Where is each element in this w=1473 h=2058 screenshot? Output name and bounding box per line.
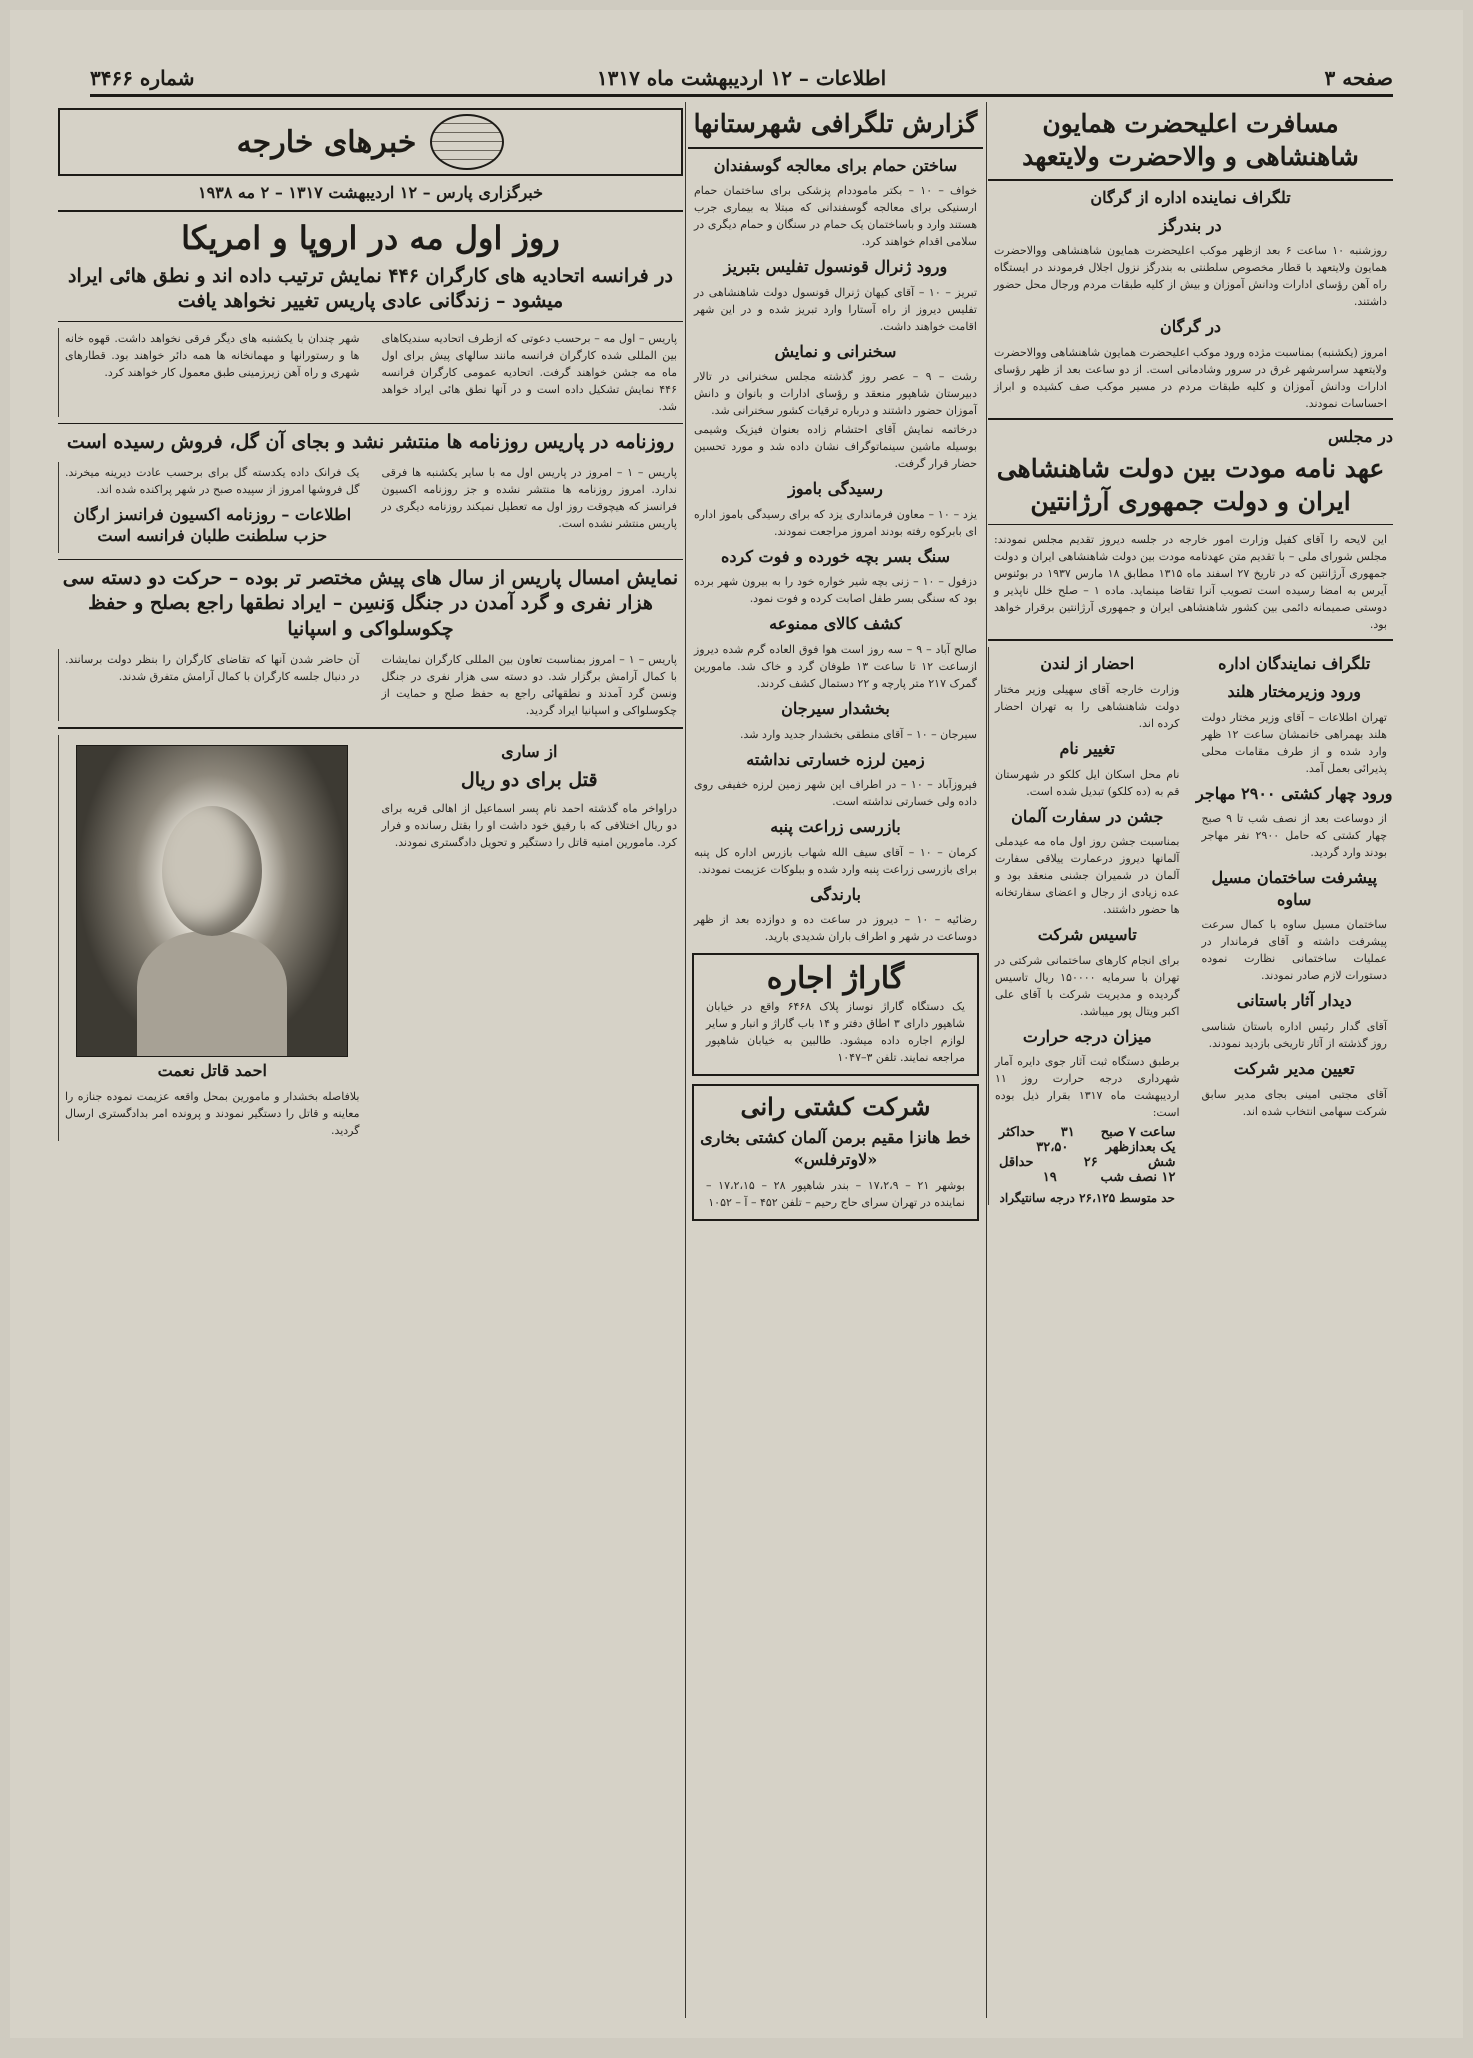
subheading: تعیین مدیر شرکت	[1233, 1058, 1355, 1078]
subheading: زمین لرزه خسارتی نداشته	[746, 749, 925, 769]
article-text: امروز (یکشنبه) بمناسبت مژده ورود موکب اعلیحضرت همایون شاهنشاهی ووالاحضرت ولایتعهد سراسرشهر غرق در سرور وشادمانی است. از دو ساعت بعد از ظهر رؤسای ادارات ودانش آموزان و کلیه طبقات مردم در مسیر موکب صف کشیده و ابراز احساسات نمودند.	[994, 345, 1387, 410]
subheading: سخنرانی و نمایش	[774, 341, 897, 361]
issue-number: شماره ۳۴۶۶	[90, 66, 195, 90]
temperature-average: حد متوسط ۲۶،۱۲۵ درجه سانتیگراد	[999, 1191, 1175, 1206]
sub-column	[376, 328, 684, 417]
right-column	[988, 102, 1393, 2018]
newspaper-page	[10, 10, 1463, 2038]
left-column	[58, 102, 683, 2018]
photo-shoulders	[137, 931, 287, 1056]
sub-column	[376, 462, 684, 553]
shipping-ad	[692, 1084, 979, 1220]
agency-line: خبرگزاری پارس – ۱۲ اردیبهشت ۱۳۱۷ – ۲ مه ۱۹۳۸	[197, 183, 544, 202]
left-sublayout	[58, 328, 683, 417]
provinces-headline: گزارش تلگرافی شهرستانها	[693, 109, 978, 138]
royal-trip-headline: مسافرت اعلیحضرت همایون شاهنشاهی و والاحضرت ولایتعهد	[1022, 109, 1359, 171]
sub-column	[1196, 647, 1394, 1205]
portrait-photo	[76, 745, 348, 1057]
ad-title: شرکت کشتی رانی	[740, 1092, 931, 1122]
subheading: بخشدار سیرجان	[781, 699, 890, 719]
sub-column	[988, 647, 1186, 1205]
paris-demonstration-headline: نمایش امسال پاریس از سال های پیش مختصر تر بوده – حرکت دو دسته سی هزار نفری و گرد آمدن در جنگل وَنسِن – ایراد نطقها راجع بصلح و حفظ چکوسلواکی و اسپانیا	[62, 566, 679, 640]
note-heading: اطلاعات – روزنامه اکسیون فرانسز ارگان حزب سلطنت طلبان فرانسه است	[73, 504, 352, 546]
article-text: یزد – ۱۰ – معاون فرمانداری یزد که برای رسیدگی باموز اداره ای بابرکوه رفته بودند امروز مراجعت نمودند.	[694, 507, 977, 538]
subheading: میزان درجه حرارت	[1022, 1026, 1152, 1046]
photo-caption: احمد قاتل نعمت	[157, 1060, 267, 1080]
left-sublayout	[58, 462, 683, 553]
sub-column	[376, 649, 684, 721]
article-text: کرمان – ۱۰ – آقای سیف الله شهاب بازرس اداره کل پنبه برای بازرسی زراعت پنبه وارد شده و ببلوکات عزیمت نمودند.	[694, 845, 977, 876]
middle-column	[688, 102, 983, 2018]
subheading: در بندرگز	[1159, 215, 1222, 235]
subheading: بارندگی	[810, 884, 861, 904]
article-text: ساختمان مسیل ساوه با کمال سرعت پیشرفت داشته و آقای فرماندار در عملیات ساختمانی نظارت نموده دستورات لازم صادر نمودند.	[1201, 918, 1387, 983]
article-text: بمناسبت جشن روز اول ماه مه عیدملی آلمانها دیروز درعمارت ییلاقی سفارت آلمان در شمیران جشنی منعقد بود و عده زیادی از رجال و اعضای سفارتخانه ها حضور داشتند.	[995, 835, 1180, 917]
article-text: سیرجان – ۱۰ – آقای منطقی بخشدار جدید وارد شد.	[740, 727, 977, 741]
subheading: دیدار آثار باستانی	[1236, 991, 1352, 1011]
subheading: ساختن حمام برای معالجه گوسفندان	[713, 155, 958, 175]
left-sublayout	[58, 735, 683, 1141]
article-text: برای انجام کارهای ساختمانی شرکتی در تهران با سرمایه ۱۵۰۰۰۰ ریال تاسیس گردیده و مدیریت شرکت با آقای علی اکبر ویتال پور میباشد.	[995, 953, 1180, 1018]
article-text: رشت – ۹ – عصر روز گذشته مجلس سخنرانی در تالار دبیرستان شاهپور منعقد و رؤسای ادارات و بانوان و دانش آموزان حضور داشتند و درباره ترقیات کشور سخنرانی شد.	[694, 370, 977, 418]
column-divider	[685, 102, 686, 2018]
subheading: تاسیس شرکت	[1037, 925, 1137, 945]
article-text: فیروزآباد – ۱۰ – در اطراف این شهر زمین لرزه خفیفی روی داده ولی خسارتی نداشته است.	[694, 778, 977, 809]
treaty-headline: عهد نامه مودت بین دولت شاهنشاهی ایران و دولت جمهوری آرژانتین	[996, 454, 1385, 516]
left-sublayout	[58, 649, 683, 721]
temperature-table	[999, 1125, 1176, 1185]
subheading: تغییر نام	[1059, 738, 1115, 758]
subheading: احضار از لندن	[1040, 654, 1135, 674]
article-text: بلافاصله بخشدار و مامورین بمحل واقعه عزیمت نموده جنازه را معاینه و قاتل را دستگیر نمودند و پرونده امر بدادگستری ارسال گردید.	[65, 1089, 360, 1137]
table-row: یک بعدازظهر ۳۲،۵۰	[1036, 1140, 1176, 1156]
may-day-headline: روز اول مه در اروپا و امریکا	[181, 218, 560, 257]
article-text: خواف – ۱۰ – بکتر ماموددام پزشکی برای ساختمان حمام ارسنیکی برای معالجه گوسفندانی که مبتلا به بیماری جرب هستند وارد و باساختمان یک حمام در سنگان و حمام دیگری در سلامی اقدام خواهند کرد.	[694, 184, 978, 249]
article-text: رضائیه – ۱۰ – دیروز در ساعت ده و دوازده بعد از ظهر دوساعت در شهر و اطراف باران شدیدی بارید.	[694, 913, 977, 944]
subheading: جشن در سفارت آلمان	[1011, 806, 1164, 826]
sub-column	[58, 649, 366, 721]
subheading: در گرگان	[1159, 317, 1222, 337]
subheading: بازرسی زراعت پنبه	[770, 817, 901, 837]
page-number: صفحه ۳	[1324, 66, 1393, 90]
photo-face	[162, 806, 262, 936]
globe-icon	[430, 114, 504, 170]
article-text: تهران اطلاعات – آقای وزیر مختار دولت هلند بهمراهی خانمشان ساعت ۱۲ ظهر وارد شده و از طرف مقامات محلی پذیرائی بعمل آمد.	[1201, 710, 1387, 775]
article-text: آقای گدار رئیس اداره باستان شناسی روز گذشته از آثار تاریخی بازدید نمودند.	[1201, 1019, 1387, 1050]
article-text: پاریس – ۱ – امروز در پاریس اول مه با سایر یکشنبه ها فرقی ندارد. امروز روزنامه ها منتشر نشده و جز روزنامه اکسیون فرانسز که هیچوقت روز اول مه تعطیل نمیکند روزنامه دیگری در پاریس منتشر نشده است.	[381, 465, 677, 530]
article-text: یک فرانک داده یکدسته گل برای برحسب عادت دیرینه میخرند. گل فروشها امروز از سپیده صبح در شهر پراکنده شده اند.	[65, 465, 360, 496]
subheading: در مجلس	[1327, 426, 1393, 446]
article-text: پاریس – ۱ – امروز بمناسبت تعاون بین المللی کارگران نمایشات با کمال آرامش برگزار شد. دو دسته سی هزار نفری در جنگل ونسن گرد آمدند و نطقهائی راجع به حفظ صلح و حمایت از چکوسلواکی و اسپانیا ایراد گردید.	[381, 652, 677, 717]
foreign-news-banner	[58, 108, 683, 176]
article-text: از دوساعت بعد از نصف شب تا ۹ صبح چهار کشتی که حامل ۲۹۰۰ نفر مهاجر بودند وارد گردید.	[1201, 812, 1387, 860]
article-text: پاریس – اول مه – برحسب دعوتی که ازطرف اتحادیه سندیکاهای بین المللی شده کارگران فرانسه مانند سالهای پیش برای اول ماه مه جشن خواهند گرفت. اتحادیه عمومی کارگران فرانسه ۴۴۶ نمایش تشکیل داده است و در آنها نطق هائی ایراد خواهد شد.	[381, 331, 677, 413]
subheading: ورود وزیرمختار هلند	[1227, 681, 1361, 701]
table-row: ۱۲ نصف شب ۱۹	[1042, 1170, 1176, 1186]
subheading: از ساری	[501, 741, 558, 761]
article-text: دراواخر ماه گذشته احمد نام پسر اسماعیل از اهالی قریه برای دو ریال اختلافی که با رفیق خود داشت او را بقتل رسانده و فرار کرد. مامورین امنیه قاتل را دستگیر و تحویل دادگستری نمودند.	[381, 801, 677, 849]
banner-title: خبرهای خارجه	[236, 124, 417, 160]
article-text: وزارت خارجه آقای سهیلی وزیر مختار دولت شاهنشاهی را به تهران احضار کرده اند.	[995, 682, 1180, 730]
table-row: شش ۲۶ حداقل	[999, 1155, 1176, 1171]
article-text: صالح آباد – ۹ – سه روز است هوا فوق العاده گرم شده دیروز ازساعت ۱۲ تا ساعت ۱۳ طوفان گرد و خاک شد. مامورین گمرک ۲۱۷ متر پارچه و ۲۲ دستمال کشف کردند.	[694, 643, 977, 691]
article-text: نام محل اسکان ایل کلکو در شهرستان قم به (ده کلکو) تبدیل شده است.	[995, 767, 1180, 798]
subheading: رسیدگی باموز	[788, 479, 883, 499]
ad-title: گاراژ اجاره	[766, 961, 905, 997]
subheading: سنگ بسر بچه خورده و فوت کرده	[721, 546, 950, 566]
sub-column	[58, 462, 366, 553]
article-text: روزشنبه ۱۰ ساعت ۶ بعد ازظهر موکب اعلیحضرت همایون شاهنشاهی ووالاحضرت همایون ولایتعهد با قطار مخصوص سلطنتی به بندرگز نزول اجلال فرمودند در ایستگاه راه آهن رؤسای ادارات ودانش آموزان و بیش از کلیه طبقات مردم ورجال محل حضور داشتند.	[994, 244, 1388, 309]
subheading: تلگراف نماینده اداره از گرگان	[1090, 188, 1291, 207]
article-text: تبریز – ۱۰ – آقای کیهان ژنرال قونسول دولت شاهنشاهی در تفلیس دیروز از راه آستارا وارد تبریز شده و در این شهر اقامت خواهند داشت.	[694, 285, 978, 333]
column-divider	[986, 102, 987, 2018]
right-sublayout	[988, 647, 1393, 1205]
masthead-date: اطلاعات – ۱۲ اردیبهشت ماه ۱۳۱۷	[596, 66, 887, 90]
ad-subtitle: خط هانزا مقیم برمن آلمان کشتی بخاری «لاوترفلس»	[700, 1128, 971, 1170]
article-text: این لایحه را آقای کفیل وزارت امور خارجه در جلسه دیروز تقدیم مجلس نمودند: مجلس شورای ملی – با تقدیم متن عهدنامه مودت بین دولت شاهنشاهی ایران و دولت جمهوری آرژانتین که در تاریخ ۲۷ اسفند ماه ۱۳۱۵ مطابق ۱۸ مارس ۱۹۳۷ در بوئنوس آیرس به امضا رسیده است تصویب آنرا تقاضا مینماید. ماده ۱ – صلح خلل ناپذیر و دوستی صمیمانه دائمی بین کشور شاهنشاهی ایران و جمهوری آرژانتین برقرار خواهد بود.	[994, 533, 1387, 632]
newspapers-headline: روزنامه در پاریس روزنامه ها منتشر نشد و بجای آن گل، فروش رسیده است	[66, 430, 675, 453]
article-text: درخاتمه نمایش آقای احتشام زاده بعنوان فیزیک وشیمی بوسیله ماشین سینماتوگراف نشان داده شد و مورد تحسین حضار قرار گرفت.	[694, 423, 977, 471]
sub-column	[58, 735, 366, 1141]
may-day-subheadline: در فرانسه اتحادیه های کارگران ۴۴۶ نمایش ترتیب داده اند و نطق هائی ایراد میشود – زندگانی عادی پاریس تغییر نخواهد یافت	[68, 264, 673, 313]
article-text: دزفول – ۱۰ – زنی بچه شیر خواره خود را به بیرون شهر برده بود که سنگی بسر طفل اصابت کرده و فوت نمود.	[694, 575, 978, 606]
article-text: شهر چندان با یکشنبه های دیگر فرقی نخواهد داشت. قهوه خانه ها و رستورانها و مهمانخانه ها همه دائر خواهند بود. قطارهای شهری و راه آهن زیرزمینی طبق معمول کار خواهند کرد.	[65, 331, 360, 379]
subheading: پیشرفت ساختمان مسیل ساوه	[1211, 868, 1378, 909]
murder-headline: قتل برای دو ریال	[460, 769, 598, 792]
subheading: کشف کالای ممنوعه	[769, 614, 902, 634]
sub-column	[376, 735, 684, 1141]
sub-column	[58, 328, 366, 417]
ad-text: بوشهر ۲۱ – ۱۷،۲،۹ – بندر شاهپور ۲۸ – ۱۷،۲،۱۵ – نماینده در تهران سرای حاج رحیم – تلفن ۴۵۲ – آ – ۱۰۵۲	[706, 1178, 966, 1209]
table-row: ساعت ۷ صبح ۳۱ حداکثر	[999, 1125, 1176, 1141]
masthead	[90, 58, 1393, 97]
article-text: آن حاضر شدن آنها که تقاضای کارگران را بنظر دولت برسانند. در دنبال جلسه کارگران با کمال آرامش متفرق شدند.	[65, 652, 360, 683]
ad-text: یک دستگاه گاراژ نوساز پلاک ۶۴۶۸ واقع در خیابان شاهپور دارای ۳ اطاق دفتر و ۱۴ باب گاراژ و انبار و سایر لوازم اجاره داده میشود. طالبین به خیابان شاهپور مراجعه نمایند. تلفن ۳–۱۰۴۷	[706, 1000, 965, 1065]
subheading: ورود چهار کشتی ۲۹۰۰ مهاجر	[1196, 783, 1393, 803]
article-text: آقای مجتبی امینی بجای مدیر سابق شرکت سهامی انتخاب شده اند.	[1201, 1087, 1387, 1118]
garage-ad	[692, 953, 979, 1076]
subheading: ورود ژنرال قونسول تفلیس بتبریز	[723, 257, 948, 277]
subheading: تلگراف نمایندگان اداره	[1218, 654, 1371, 674]
article-text: برطبق دستگاه ثبت آثار جوی دایره آمار شهرداری درجه حرارت روز ۱۱ اردیبهشت ماه ۱۳۱۷ بقرار ذیل بوده است:	[995, 1055, 1180, 1120]
